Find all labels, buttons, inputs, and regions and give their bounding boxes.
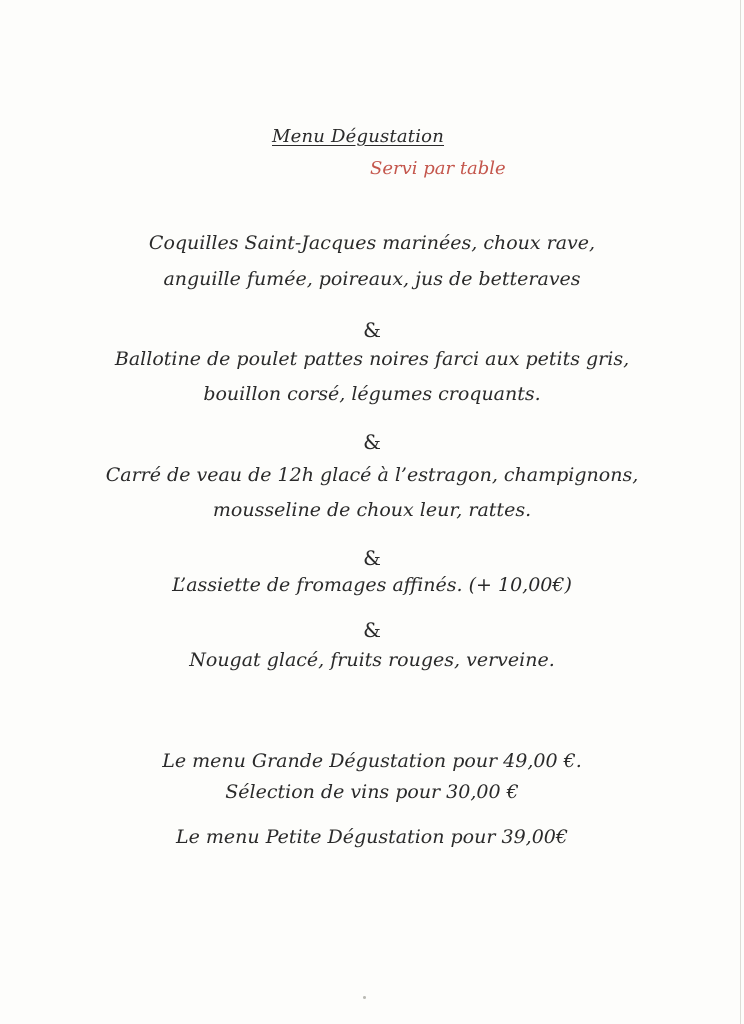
price-grande: Le menu Grande Dégustation pour 49,00 €. xyxy=(162,750,582,772)
separator-ampersand: & xyxy=(363,618,381,642)
scan-speck xyxy=(363,996,366,999)
course-5-line-1: Nougat glacé, fruits rouges, verveine. xyxy=(189,649,555,671)
course-1-line-2: anguille fumée, poireaux, jus de betteraves xyxy=(163,268,581,290)
course-2-line-1: Ballotine de poulet pattes noires farci aux petits gris, xyxy=(114,348,630,370)
price-petite: Le menu Petite Dégustation pour 39,00€ xyxy=(176,826,568,848)
separator-ampersand: & xyxy=(363,430,381,454)
menu-subtitle: Servi par table xyxy=(370,158,506,179)
course-2-line-2: bouillon corsé, légumes croquants. xyxy=(203,383,541,405)
separator-ampersand: & xyxy=(363,546,381,570)
course-3-line-2: mousseline de choux leur, rattes. xyxy=(212,499,532,521)
separator-ampersand: & xyxy=(363,318,381,342)
course-3-line-1: Carré de veau de 12h glacé à l’estragon, champignons, xyxy=(105,464,639,486)
course-1-line-1: Coquilles Saint-Jacques marinées, choux rave, xyxy=(148,232,596,254)
price-wines: Sélection de vins pour 30,00 € xyxy=(225,781,519,803)
course-4-line-1: L’assiette de fromages affinés. (+ 10,00€) xyxy=(172,574,572,596)
menu-title: Menu Dégustation xyxy=(272,126,445,147)
